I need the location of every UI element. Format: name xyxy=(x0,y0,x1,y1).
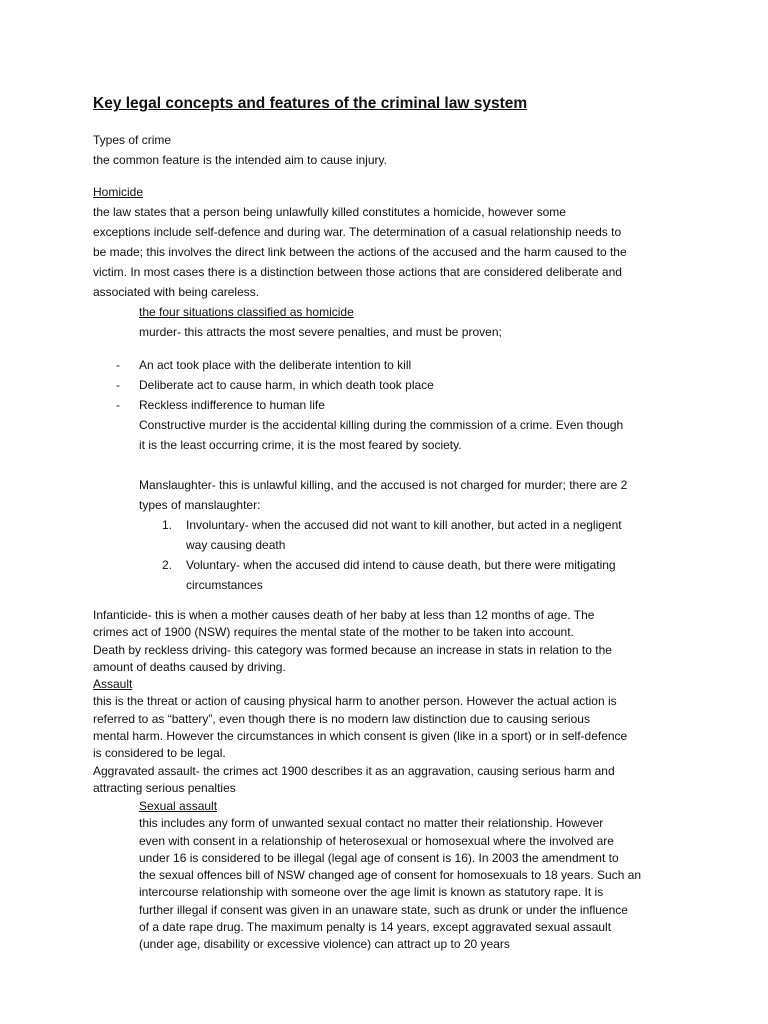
bullet-marker: - xyxy=(116,398,120,412)
bullet-marker: - xyxy=(116,378,120,392)
homicide-heading: Homicide xyxy=(93,185,144,199)
paragraph-line: Infanticide- this is when a mother causes death of her baby at less than 12 months of age. The xyxy=(93,608,595,622)
sexual-assault-section xyxy=(139,798,641,954)
types-heading: Types of crime xyxy=(93,133,172,147)
homicide-section xyxy=(93,182,627,302)
types-of-crime-section xyxy=(93,130,387,170)
list-item: Voluntary- when the accused did intend to cause death, but there were mitigating xyxy=(186,558,616,572)
sexual-assault-heading: Sexual assault xyxy=(139,799,218,813)
list-number: 2. xyxy=(162,558,173,572)
list-item: An act took place with the deliberate intention to kill xyxy=(139,358,412,372)
bullet-marker: - xyxy=(116,358,120,372)
manslaughter-line: Manslaughter- this is unlawful killing, and the accused is not charged for murder; there are 2 xyxy=(139,478,628,492)
paragraph-line: further illegal if consent was given in an unaware state, such as drunk or under the influence xyxy=(139,902,628,917)
paragraph-line: associated with being careless. xyxy=(93,285,260,299)
list-item: Reckless indifference to human life xyxy=(139,398,325,412)
manslaughter-line: types of manslaughter: xyxy=(139,498,261,512)
paragraph-line: crimes act of 1900 (NSW) requires the mental state of the mother to be taken into account. xyxy=(93,625,574,640)
list-item: Deliberate act to cause harm, in which death took place xyxy=(139,378,434,392)
murder-intro: murder- this attracts the most severe penalties, and must be proven; xyxy=(139,325,502,339)
paragraph-line: the law states that a person being unlawfully killed constitutes a homicide, however some xyxy=(93,205,566,219)
paragraph-line: under 16 is considered to be illegal (legal age of consent is 16). In 2003 the amendment to xyxy=(139,850,619,865)
paragraph-line: mental harm. However the circumstances in which consent is given (like in a sport) or in self-defence xyxy=(93,729,628,744)
paragraph-line: the sexual offences bill of NSW changed age of consent for homosexuals to 18 years. Such an xyxy=(139,868,642,883)
paragraph-line: Aggravated assault- the crimes act 1900 describes it as an aggravation, causing serious harm and xyxy=(93,763,615,778)
infanticide-section xyxy=(93,607,627,797)
manslaughter-type-voluntary xyxy=(186,555,616,595)
list-item: circumstances xyxy=(186,578,263,592)
paragraph-line: be made; this involves the direct link between the actions of the accused and the harm caused to the xyxy=(93,245,627,259)
paragraph-line: is considered to be legal. xyxy=(93,746,226,761)
paragraph-line: this is the threat or action of causing physical harm to another person. However the actual action is xyxy=(93,694,617,709)
types-text: the common feature is the intended aim to cause injury. xyxy=(93,153,387,167)
constructive-line: Constructive murder is the accidental killing during the commission of a crime. Even though xyxy=(139,418,624,432)
situations-subheading: the four situations classified as homicide xyxy=(139,305,354,319)
paragraph-line: this includes any form of unwanted sexual contact no matter their relationship. However xyxy=(139,816,604,831)
manslaughter-type-involuntary xyxy=(186,515,622,555)
homicide-situations xyxy=(139,302,502,342)
paragraph-line: intercourse relationship with someone over the age limit is known as statutory rape. It is xyxy=(139,885,604,900)
constructive-line: it is the least occurring crime, it is the most feared by society. xyxy=(139,438,462,452)
assault-heading: Assault xyxy=(93,677,133,692)
paragraph-line: amount of deaths caused by driving. xyxy=(93,659,286,674)
paragraph-line: victim. In most cases there is a distinction between those actions that are considered deliberate and xyxy=(93,265,622,279)
list-number: 1. xyxy=(162,518,173,532)
manslaughter-intro xyxy=(139,475,627,515)
list-item: way causing death xyxy=(186,538,286,552)
document-title: Key legal concepts and features of the criminal law system xyxy=(93,95,528,112)
paragraph-line: (under age, disability or excessive violence) can attract up to 20 years xyxy=(139,937,510,952)
paragraph-line: attracting serious penalties xyxy=(93,780,236,795)
paragraph-line: exceptions include self-defence and during war. The determination of a casual relationship needs to xyxy=(93,225,622,239)
murder-criteria-list xyxy=(139,355,623,455)
list-item: Involuntary- when the accused did not want to kill another, but acted in a negligent xyxy=(186,518,622,532)
paragraph-line: referred to as “battery”, even though there is no modern law distinction due to causing serious xyxy=(93,711,590,726)
paragraph-line: of a date rape drug. The maximum penalty is 14 years, except aggravated sexual assault xyxy=(139,920,612,935)
paragraph-line: Death by reckless driving- this category was formed because an increase in stats in relation to the xyxy=(93,642,612,657)
paragraph-line: even with consent in a relationship of heterosexual or homosexual where the involved are xyxy=(139,833,614,848)
